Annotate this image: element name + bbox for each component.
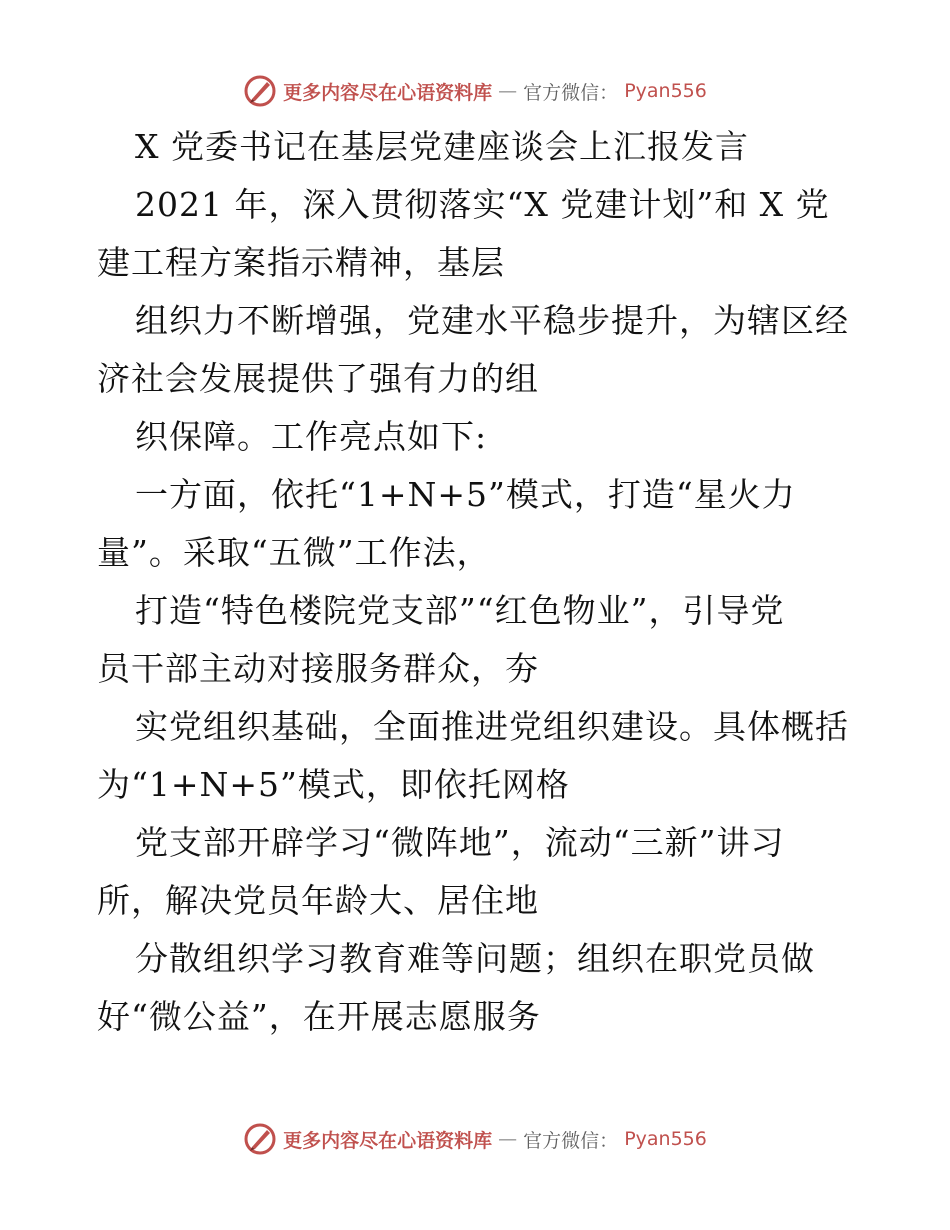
paragraph-line: 党支部开辟学习“微阵地”，流动“三新”讲习 [135, 823, 785, 862]
watermark-wechat-id: Pyan556 [624, 1128, 707, 1150]
document-body [97, 118, 857, 1046]
paragraph-line: 组织力不断增强，党建水平稳步提升，为辖区经 [135, 301, 849, 340]
paragraph-line: 好“微公益”，在开展志愿服务 [97, 997, 541, 1036]
paragraph-line: 所，解决党员年龄大、居住地 [97, 881, 539, 920]
paragraph-line: 为“1+N+5”模式，即依托网格 [97, 765, 570, 804]
watermark-official-label: 官方微信： [523, 81, 619, 104]
watermark-footer [0, 1122, 950, 1156]
watermark-dash: — [498, 1128, 518, 1150]
document-title: X 党委书记在基层党建座谈会上汇报发言 [135, 127, 749, 166]
paragraph-line: 员干部主动对接服务群众，夯 [97, 649, 539, 688]
watermark-header [0, 74, 950, 108]
paragraph-line: 织保障。工作亮点如下: [135, 417, 488, 456]
paragraph-line: 量”。采取“五微”工作法， [97, 533, 491, 572]
paragraph-line: 2021 年，深入贯彻落实“X 党建计划”和 X 党 [135, 185, 830, 224]
paragraph-line: 实党组织基础，全面推进党组织建设。具体概括 [135, 707, 849, 746]
paragraph-line: 一方面，依托“1+N+5”模式，打造“星火力 [135, 475, 796, 514]
paragraph-line: 打造“特色楼院党支部”“红色物业”，引导党 [135, 591, 785, 630]
paragraph-line: 分散组织学习教育难等问题；组织在职党员做 [135, 939, 815, 978]
watermark-official-label: 官方微信： [523, 1129, 619, 1152]
paragraph-line: 建工程方案指示精神，基层 [97, 243, 505, 282]
watermark-dash: — [498, 80, 518, 102]
watermark-main-text: 更多内容尽在心语资料库 [283, 81, 493, 104]
watermark-main-text: 更多内容尽在心语资料库 [283, 1129, 493, 1152]
quill-pen-logo-icon [243, 1122, 277, 1156]
paragraph-line: 济社会发展提供了强有力的组 [97, 359, 539, 398]
watermark-wechat-id: Pyan556 [624, 80, 707, 102]
quill-pen-logo-icon [243, 74, 277, 108]
